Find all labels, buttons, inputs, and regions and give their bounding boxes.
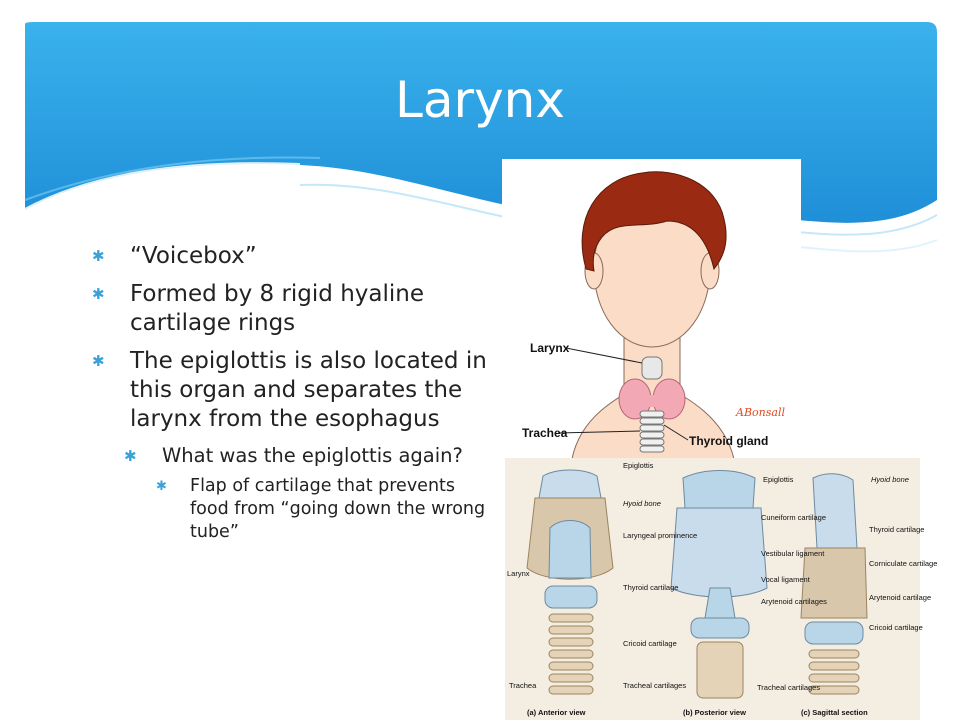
label-cricoid-cartilage-c: Cricoid cartilage bbox=[869, 623, 923, 632]
asterisk-icon: ✱ bbox=[92, 285, 105, 303]
caption-posterior: (b) Posterior view bbox=[683, 708, 746, 717]
caption-anterior: (a) Anterior view bbox=[527, 708, 586, 717]
label-tracheal-cartilages-a: Tracheal cartilages bbox=[623, 681, 687, 690]
label-arytenoid-cartilages: Arytenoid cartilages bbox=[761, 597, 827, 606]
label-thyroid-cartilage-a: Thyroid cartilage bbox=[623, 583, 679, 592]
label-larynx-bracket: Larynx bbox=[507, 569, 530, 578]
slide-title: Larynx bbox=[395, 71, 565, 129]
label-cricoid-cartilage-a: Cricoid cartilage bbox=[623, 639, 677, 648]
label-epiglottis-a: Epiglottis bbox=[623, 461, 654, 470]
sub-bullet-item bbox=[124, 443, 492, 469]
label-laryngeal-prominence: Laryngeal prominence bbox=[623, 531, 698, 540]
label-vestibular: Vestibular ligament bbox=[761, 549, 825, 558]
bullet-item bbox=[92, 280, 492, 338]
trachea-rings bbox=[640, 411, 664, 452]
laryngeal-cartilages-figure bbox=[505, 458, 938, 720]
asterisk-icon: ✱ bbox=[92, 247, 105, 265]
bullet-text: “Voicebox” bbox=[130, 243, 257, 269]
label-tracheal-cartilages-b: Tracheal cartilages bbox=[757, 683, 821, 692]
head-neck-figure bbox=[502, 159, 801, 459]
sub-sub-bullet-item bbox=[156, 475, 492, 544]
sub-sub-bullet-text: Flap of cartilage that prevents food from “going down the wrong tube” bbox=[190, 476, 486, 542]
sub-bullet-text: What was the epiglottis again? bbox=[162, 444, 463, 467]
asterisk-icon: ✱ bbox=[124, 447, 137, 465]
label-thyroid-gland: Thyroid gland bbox=[689, 434, 769, 448]
asterisk-icon: ✱ bbox=[156, 479, 167, 494]
label-trachea: Trachea bbox=[522, 426, 568, 440]
caption-sagittal: (c) Sagittal section bbox=[801, 708, 868, 717]
label-cuneiform: Cuneiform cartilage bbox=[761, 513, 827, 522]
bullet-item bbox=[92, 347, 492, 434]
bullet-text: Formed by 8 rigid hyaline cartilage rings bbox=[130, 281, 425, 336]
bullet-item bbox=[92, 242, 492, 271]
signature: ABonsall bbox=[736, 406, 785, 419]
label-hyoid-a: Hyoid bone bbox=[623, 499, 661, 508]
asterisk-icon: ✱ bbox=[92, 352, 105, 370]
label-thyroid-cartilage-c: Thyroid cartilage bbox=[869, 525, 925, 534]
label-larynx: Larynx bbox=[530, 341, 570, 355]
label-trachea-bracket: Trachea bbox=[509, 681, 537, 690]
bullet-list bbox=[92, 242, 492, 544]
label-hyoid-c: Hyoid bone bbox=[871, 475, 909, 484]
label-corniculate: Corniculate cartilage bbox=[869, 559, 938, 568]
label-arytenoid-single: Arytenoid cartilage bbox=[869, 593, 932, 602]
label-epiglottis-c: Epiglottis bbox=[763, 475, 794, 484]
label-vocal: Vocal ligament bbox=[761, 575, 810, 584]
bullet-text: The epiglottis is also located in this organ and separates the larynx from the esophagus bbox=[130, 348, 487, 432]
